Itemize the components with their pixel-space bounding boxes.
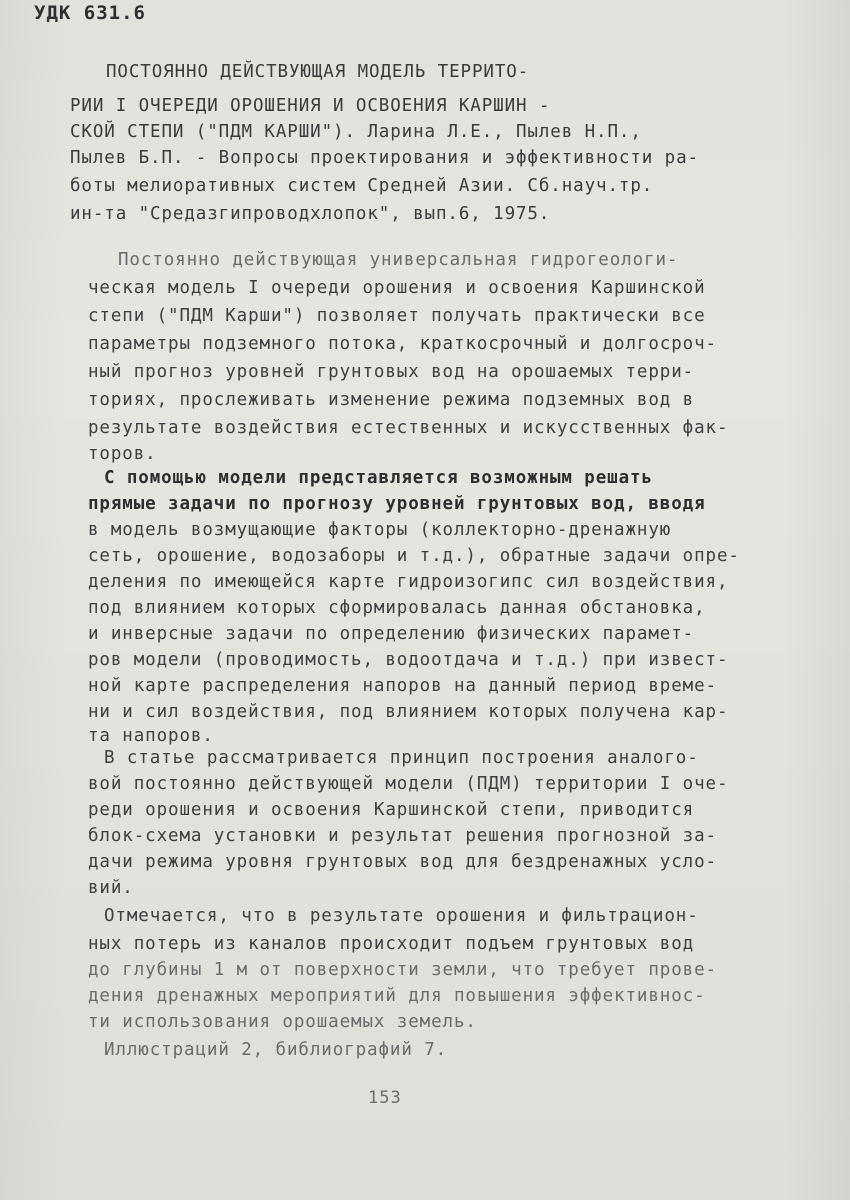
body-line: ной карте распределения напоров на данный период време-	[88, 676, 717, 696]
body-line: сеть, орошение, водозаборы и т.д.), обратные задачи опре-	[88, 546, 740, 566]
body-line: реди орошения и освоения Каршинской степи, приводится	[88, 800, 695, 820]
illustrations-count: Иллюстраций 2, библиографий 7.	[104, 1040, 448, 1060]
body-line: степи ("ПДМ Карши") позволяет получать практически все	[88, 306, 706, 326]
header-line: боты мелиоративных систем Средней Азии. Сб.науч.тр.	[70, 176, 654, 196]
udc-code: УДК 631.6	[34, 2, 146, 24]
body-line: деления по имеющейся карте гидроизогипс сил воздействия,	[88, 572, 729, 592]
body-line: дения дренажных мероприятий для повышения эффективнос-	[88, 986, 706, 1006]
body-line: и инверсные задачи по определению физических парамет-	[88, 624, 695, 644]
body-line: результате воздействия естественных и искусственных фак-	[88, 418, 729, 438]
body-line: ти использования орошаемых земель.	[88, 1012, 477, 1032]
body-line: дачи режима уровня грунтовых вод для бездренажных усло-	[88, 852, 717, 872]
body-line: параметры подземного потока, краткосрочный и долгосроч-	[88, 334, 717, 354]
header-line: РИИ I ОЧЕРЕДИ ОРОШЕНИЯ И ОСВОЕНИЯ КАРШИН -	[70, 96, 551, 116]
body-line: до глубины 1 м от поверхности земли, что требует прове-	[88, 960, 717, 980]
body-line: В статье рассматривается принцип построения аналого-	[104, 748, 699, 768]
body-line: ториях, прослеживать изменение режима подземных вод в	[88, 390, 695, 410]
body-line: С помощью модели представляется возможным решать	[104, 468, 653, 488]
header-line: ПОСТОЯННО ДЕЙСТВУЮЩАЯ МОДЕЛЬ ТЕРРИТО-	[106, 62, 530, 82]
body-line: ческая модель I очереди орошения и освоения Каршинской	[88, 278, 706, 298]
body-line: Отмечается, что в результате орошения и фильтрацион-	[104, 906, 699, 926]
body-line: ров модели (проводимость, водоотдача и т.д.) при извест-	[88, 650, 729, 670]
body-line: вий.	[88, 878, 134, 898]
header-line: Пылев Б.П. - Вопросы проектирования и эффективности ра-	[70, 148, 699, 168]
body-line: ни и сил воздействия, под влиянием которых получена кар-	[88, 702, 729, 722]
body-line: ный прогноз уровней грунтовых вод на орошаемых терри-	[88, 362, 695, 382]
body-line: блок-схема установки и результат решения прогнозной за-	[88, 826, 717, 846]
body-line: ных потерь из каналов происходит подъем грунтовых вод	[88, 934, 695, 954]
body-line: в модель возмущающие факторы (коллекторно-дренажную	[88, 520, 672, 540]
body-line: торов.	[88, 444, 157, 464]
body-line: Постоянно действующая универсальная гидрогеологи-	[118, 250, 679, 270]
page-number: 153	[368, 1088, 402, 1108]
body-line: под влиянием которых сформировалась данная обстановка,	[88, 598, 706, 618]
body-line: та напоров.	[88, 726, 214, 746]
body-line: вой постоянно действующей модели (ПДМ) территории I оче-	[88, 774, 729, 794]
header-line: ин-та "Средазгипроводхлопок", вып.6, 1975.	[70, 204, 551, 224]
header-line: СКОЙ СТЕПИ ("ПДМ КАРШИ"). Ларина Л.Е., Пылев Н.П.,	[70, 122, 642, 142]
body-line: прямые задачи по прогнозу уровней грунтовых вод, вводя	[88, 494, 706, 514]
